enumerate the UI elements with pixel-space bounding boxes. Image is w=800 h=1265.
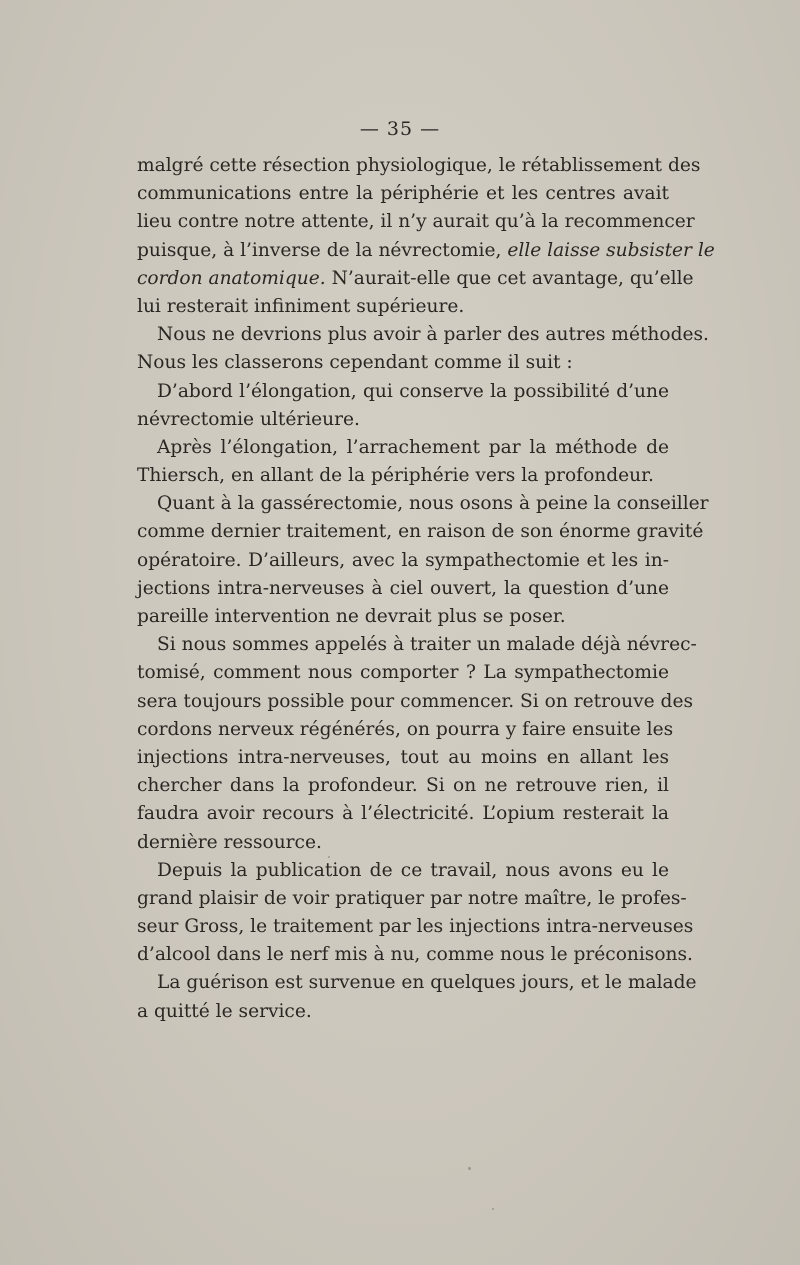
line-text: a quitté le service. [137,1000,312,1022]
line-text: d’alcool dans le nerf mis à nu, comme nous le préconisons. [137,944,693,966]
line-text: lieu contre notre attente, il n’y aurait qu’à la recommencer [137,211,695,233]
line-text: névrectomie ultérieure. [137,408,360,430]
line-text: Nous les classerons cependant comme il suit : [137,352,573,374]
line-text: N’aurait-elle que cet avantage, qu’elle [331,267,694,289]
page-number: — 35 — [359,118,441,140]
line-text: seur Gross, le traitement par les injections intra-nerveuses [137,916,694,938]
text-line [137,829,669,857]
line-text: lui resterait infiniment supérieure. [137,295,465,317]
text-line [137,913,694,941]
text-line [137,885,687,913]
text-line [137,490,709,518]
text-line [137,518,704,546]
line-text: pareille intervention ne devrait plus se poser. [137,606,566,627]
line-text: Thiersch, en allant de la périphérie vers la profondeur. [137,465,654,487]
line-text: sera toujours possible pour commencer. Si on retrouve des [137,690,694,712]
text-line [137,237,715,265]
line-text: injections intra-nerveuses, tout au moins en allant les [137,746,669,768]
text-line [137,659,669,687]
italic-phrase: elle laisse subsister le [507,239,715,261]
text-line [137,744,669,772]
line-text: communications entre la périphérie et les centres avait [137,183,669,205]
text-line [137,293,669,321]
line-text: Quant à la gassérectomie, nous osons à peine la conseiller [157,493,709,515]
text-line [137,941,693,969]
text-line [137,772,669,800]
paper-speck [468,1167,471,1170]
paper-speck [492,1208,494,1210]
line-text: cordons nerveux régénérés, on pourra y faire ensuite les [137,718,674,740]
text-line [137,547,669,575]
text-line [137,406,669,434]
text-line [137,378,669,406]
text-line [137,152,701,180]
text-line [137,208,695,236]
line-text: faudra avoir recours à l’électricité. L’opium resterait la [137,803,669,825]
text-line [137,265,694,293]
italic-phrase: cordon anatomique. [137,267,326,289]
line-text: Si nous sommes appelés à traiter un malade déjà névrec- [157,634,697,656]
text-line [137,631,697,659]
line-text: La guérison est survenue en quelques jours, et le malade [157,972,697,994]
text-line [137,462,669,490]
text-line [137,716,674,744]
text-line [137,603,669,631]
line-text: Depuis la publication de ce travail, nous avons eu le [157,859,669,881]
text-line [137,434,669,462]
line-text: opératoire. D’ailleurs, avec la sympathectomie et les in- [137,549,669,571]
text-line [137,349,669,377]
text-line [137,321,709,349]
line-text: comme dernier traitement, en raison de son énorme gravité [137,521,704,543]
line-text: dernière ressource. [137,831,322,853]
line-text: tomisé, comment nous comporter ? La sympathectomie [137,662,669,684]
line-text: malgré cette résection physiologique, le rétablissement des [137,155,701,176]
line-text: Après l’élongation, l’arrachement par la méthode de [157,436,669,458]
text-line [137,969,697,997]
line-text: chercher dans la profondeur. Si on ne retrouve rien, il [137,775,669,797]
text-line [137,575,669,603]
body-text [137,152,715,1026]
text-line [137,180,669,208]
text-line [137,800,669,828]
line-text: grand plaisir de voir pratiquer par notre maître, le profes- [137,887,687,909]
text-line [137,998,669,1026]
paper-speck [328,856,330,858]
text-line [137,857,669,885]
line-text: puisque, à l’inverse de la névrectomie, [137,239,502,261]
line-text: D’abord l’élongation, qui conserve la possibilité d’une [157,380,669,402]
line-text: Nous ne devrions plus avoir à parler des autres méthodes. [157,324,709,346]
line-text: jections intra-nerveuses à ciel ouvert, la question d’une [137,577,669,599]
text-line [137,688,694,716]
